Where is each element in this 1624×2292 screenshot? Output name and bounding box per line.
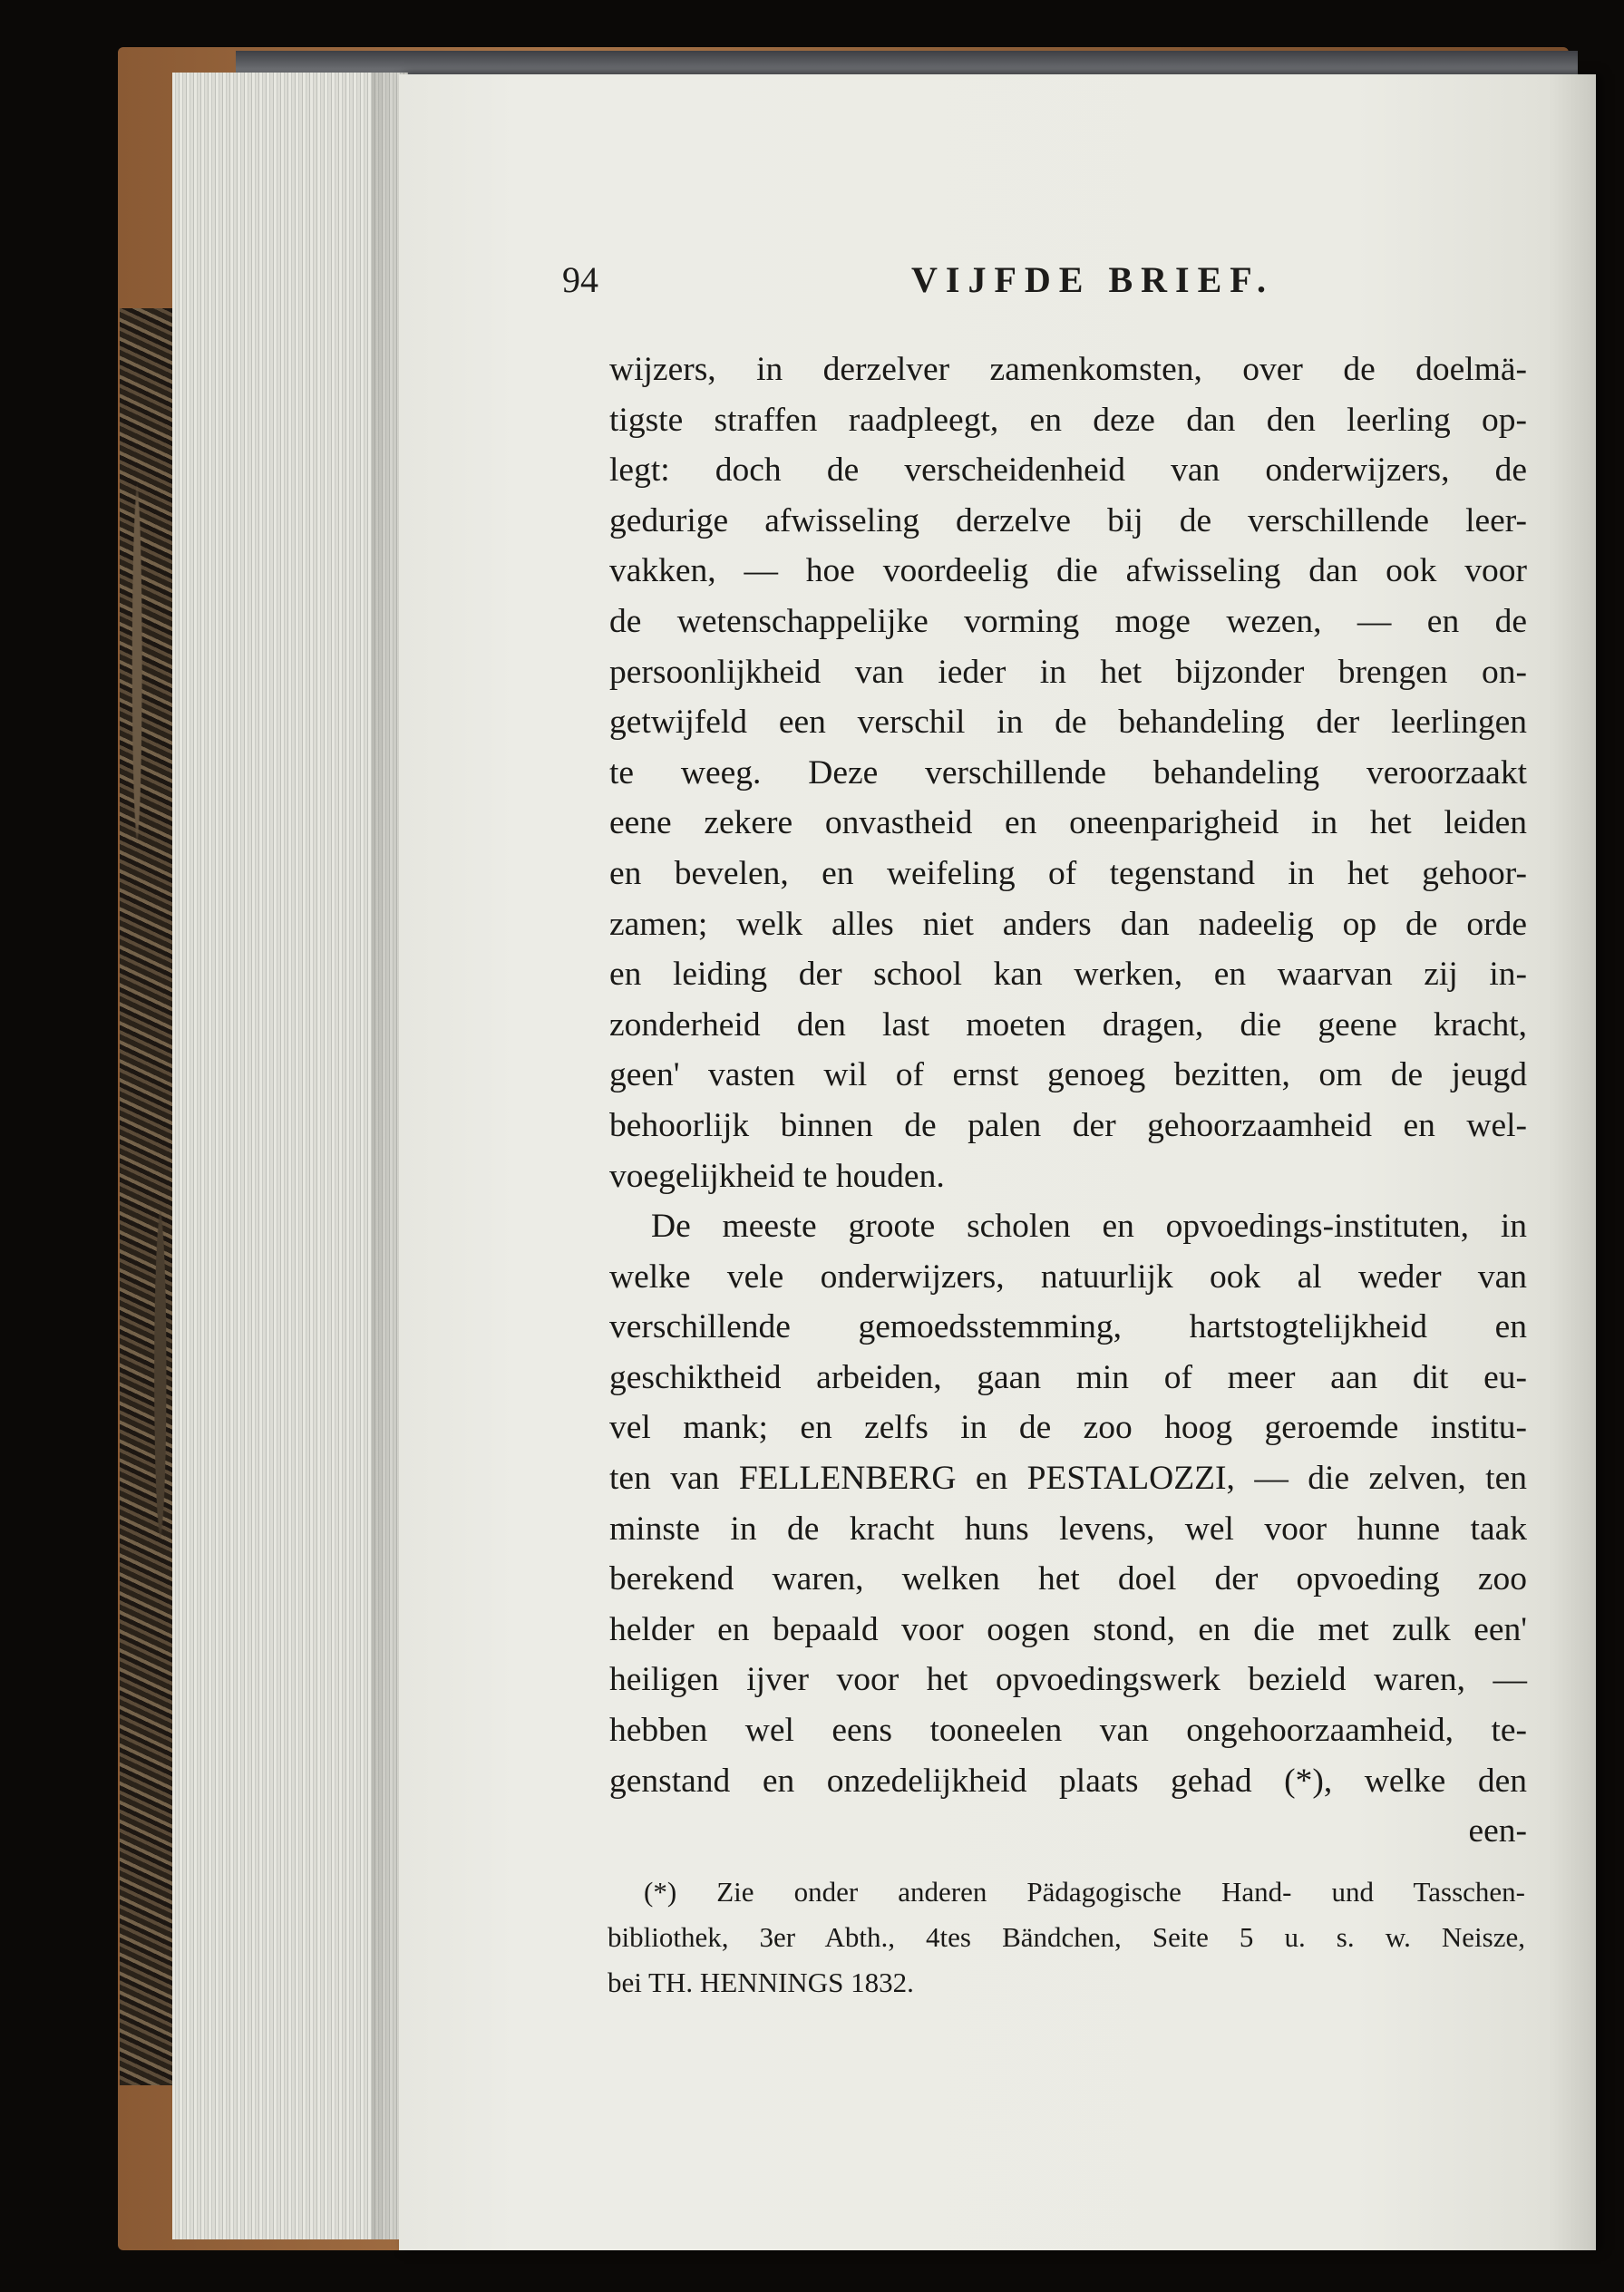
text-line: en leiding der school kan werken, en waarvan zij in- bbox=[609, 956, 1527, 994]
footnote-line: bibliothek, 3er Abth., 4tes Bändchen, Seite 5 u. s. w. Neisze, bbox=[608, 1921, 1525, 1953]
page-number: 94 bbox=[562, 259, 598, 300]
text-line: genstand en onzedelijkheid plaats gehad (*), welke den bbox=[609, 1762, 1527, 1800]
text-line: vel mank; en zelfs in de zoo hoog geroemde institu- bbox=[609, 1409, 1527, 1447]
text-line: tigste straffen raadpleegt, en deze dan den leerling op- bbox=[609, 401, 1527, 439]
text-line: verschillende gemoedsstemming, hartstogtelijkheid en bbox=[609, 1308, 1527, 1346]
text-line: vakken, — hoe voordeelig die afwisseling dan ook voor bbox=[609, 552, 1527, 590]
text-line: wijzers, in derzelver zamenkomsten, over de doelmä- bbox=[609, 351, 1527, 388]
body-text bbox=[609, 345, 1527, 1857]
page-header bbox=[562, 258, 1306, 304]
text-line: welke vele onderwijzers, natuurlijk ook al weder van bbox=[609, 1258, 1527, 1296]
running-title: VIJFDE BRIEF. bbox=[911, 259, 1275, 300]
text-line: zamen; welk alles niet anders dan nadeelig op de orde bbox=[609, 905, 1527, 943]
text-line: ten van FELLENBERG en PESTALOZZI, — die zelven, ten bbox=[609, 1460, 1527, 1498]
text-line: persoonlijkheid van ieder in het bijzonder brengen on- bbox=[609, 653, 1527, 691]
footnote-line: (*) Zie onder anderen Pädagogische Hand- und Tasschen- bbox=[644, 1876, 1525, 1908]
footnote-line: bei TH. HENNINGS 1832. bbox=[608, 1967, 914, 1998]
text-line: hebben wel eens tooneelen van ongehoorzaamheid, te- bbox=[609, 1712, 1527, 1750]
text-line: voegelijkheid te houden. bbox=[609, 1157, 945, 1195]
paragraph-start-line: De meeste groote scholen en opvoedings-instituten, in bbox=[651, 1208, 1527, 1246]
footnote bbox=[608, 1870, 1525, 2005]
text-line: zonderheid den last moeten dragen, die geene kracht, bbox=[609, 1005, 1527, 1044]
text-line: helder en bepaald voor oogen stond, en die met zulk een' bbox=[609, 1610, 1527, 1648]
text-line: te weeg. Deze verschillende behandeling veroorzaakt bbox=[609, 753, 1527, 792]
text-line: berekend waren, welken het doel der opvoeding zoo bbox=[609, 1560, 1527, 1598]
text-line: heiligen ijver voor het opvoedingswerk bezield waren, — bbox=[609, 1661, 1527, 1699]
catchword: een- bbox=[1468, 1812, 1527, 1850]
text-line: en bevelen, en weifeling of tegenstand in het gehoor- bbox=[609, 854, 1527, 892]
text-line: geen' vasten wil of ernst genoeg bezitten, om de jeugd bbox=[609, 1056, 1527, 1094]
text-line: getwijfeld een verschil in de behandeling der leerlingen bbox=[609, 704, 1527, 742]
text-line: de wetenschappelijke vorming moge wezen, — en de bbox=[609, 602, 1527, 640]
text-line: minste in de kracht huns levens, wel voor hunne taak bbox=[609, 1510, 1527, 1548]
marbled-spine bbox=[120, 308, 178, 2085]
text-line: geschiktheid arbeiden, gaan min of meer aan dit eu- bbox=[609, 1358, 1527, 1396]
text-line: behoorlijk binnen de palen der gehoorzaamheid en wel- bbox=[609, 1106, 1527, 1144]
text-line: gedurige afwisseling derzelve bij de verschillende leer- bbox=[609, 501, 1527, 539]
text-line: eene zekere onvastheid en oneenparigheid in het leiden bbox=[609, 804, 1527, 842]
text-line: legt: doch de verscheidenheid van onderwijzers, de bbox=[609, 452, 1527, 490]
